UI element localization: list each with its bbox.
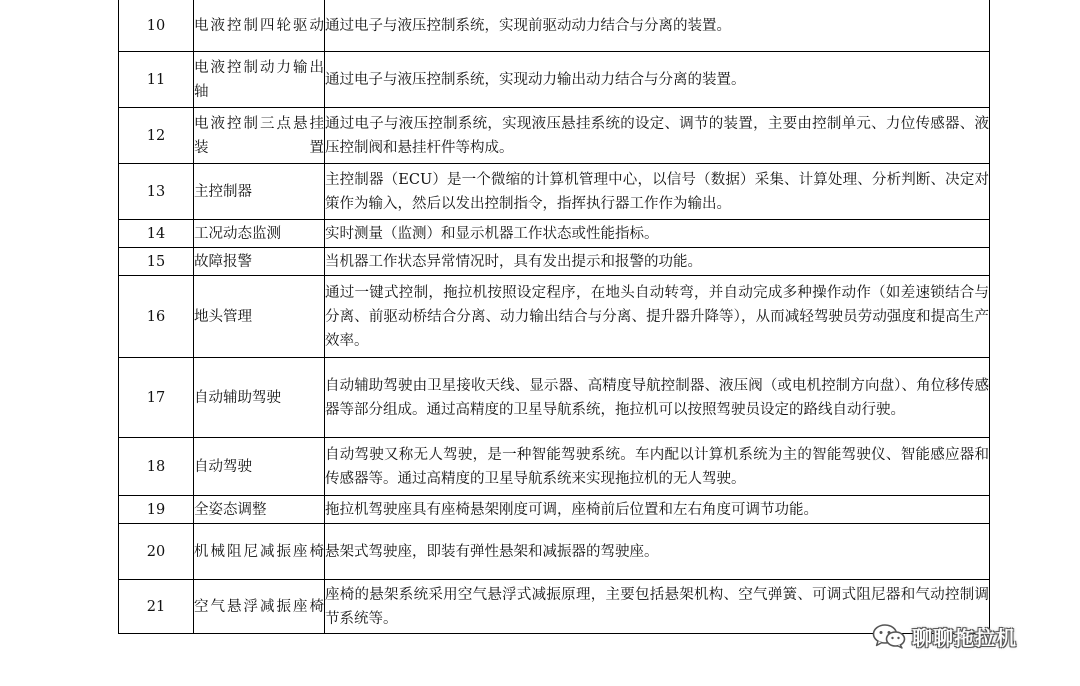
feature-description: 通过一键式控制，拖拉机按照设定程序，在地头自动转弯，并自动完成多种操作动作（如差速锁结合与分离、前驱动桥结合分离、动力输出结合与分离、提升器升降等），从而减轻驾驶员劳动强度和提高生产效率。 xyxy=(325,276,990,358)
feature-name: 地头管理 xyxy=(194,276,325,358)
table-row xyxy=(119,108,990,164)
table-row xyxy=(119,248,990,276)
feature-name: 自动辅助驾驶 xyxy=(194,358,325,438)
feature-description: 自动辅助驾驶由卫星接收天线、显示器、高精度导航控制器、液压阀（或电机控制方向盘）、角位移传感器等部分组成。通过高精度的卫星导航系统，拖拉机可以按照驾驶员设定的路线自动行驶。 xyxy=(325,358,990,438)
feature-name: 工况动态监测 xyxy=(194,220,325,248)
table-row xyxy=(119,496,990,524)
watermark xyxy=(872,621,1017,651)
feature-name: 全姿态调整 xyxy=(194,496,325,524)
row-number: 11 xyxy=(119,52,194,108)
feature-description: 通过电子与液压控制系统，实现前驱动动力结合与分离的装置。 xyxy=(325,0,990,52)
spec-table xyxy=(118,0,990,634)
feature-description: 主控制器（ECU）是一个微缩的计算机管理中心，以信号（数据）采集、计算处理、分析判断、决定对策作为输入，然后以发出控制指令，指挥执行器工作作为输出。 xyxy=(325,164,990,220)
table-row xyxy=(119,438,990,496)
row-number: 20 xyxy=(119,524,194,580)
feature-description: 悬架式驾驶座，即装有弹性悬架和减振器的驾驶座。 xyxy=(325,524,990,580)
row-number: 14 xyxy=(119,220,194,248)
feature-name: 电液控制动力输出轴 xyxy=(194,52,325,108)
table-row xyxy=(119,580,990,634)
table-row xyxy=(119,276,990,358)
watermark-text: 聊聊拖拉机 xyxy=(912,625,1017,650)
table-row xyxy=(119,0,990,52)
feature-name: 故障报警 xyxy=(194,248,325,276)
table-row xyxy=(119,164,990,220)
row-number: 10 xyxy=(119,0,194,52)
wechat-icon xyxy=(872,623,906,649)
feature-name: 主控制器 xyxy=(194,164,325,220)
table-row xyxy=(119,358,990,438)
row-number: 21 xyxy=(119,580,194,634)
feature-name: 电液控制三点悬挂装置 xyxy=(194,108,325,164)
feature-description: 通过电子与液压控制系统，实现动力输出动力结合与分离的装置。 xyxy=(325,52,990,108)
feature-description: 当机器工作状态异常情况时，具有发出提示和报警的功能。 xyxy=(325,248,990,276)
feature-name: 自动驾驶 xyxy=(194,438,325,496)
row-number: 13 xyxy=(119,164,194,220)
feature-name: 机械阻尼减振座椅 xyxy=(194,524,325,580)
row-number: 19 xyxy=(119,496,194,524)
feature-name: 空气悬浮减振座椅 xyxy=(194,580,325,634)
row-number: 18 xyxy=(119,438,194,496)
feature-name: 电液控制四轮驱动 xyxy=(194,0,325,52)
feature-description: 通过电子与液压控制系统，实现液压悬挂系统的设定、调节的装置，主要由控制单元、力位传感器、液压控制阀和悬挂杆件等构成。 xyxy=(325,108,990,164)
row-number: 15 xyxy=(119,248,194,276)
table-row xyxy=(119,52,990,108)
row-number: 16 xyxy=(119,276,194,358)
feature-description: 实时测量（监测）和显示机器工作状态或性能指标。 xyxy=(325,220,990,248)
table-row xyxy=(119,524,990,580)
row-number: 17 xyxy=(119,358,194,438)
table-row xyxy=(119,220,990,248)
row-number: 12 xyxy=(119,108,194,164)
feature-description: 自动驾驶又称无人驾驶，是一种智能驾驶系统。车内配以计算机系统为主的智能驾驶仪、智能感应器和传感器等。通过高精度的卫星导航系统来实现拖拉机的无人驾驶。 xyxy=(325,438,990,496)
feature-description: 拖拉机驾驶座具有座椅悬架刚度可调，座椅前后位置和左右角度可调节功能。 xyxy=(325,496,990,524)
feature-description: 座椅的悬架系统采用空气悬浮式减振原理，主要包括悬架机构、空气弹簧、可调式阻尼器和气动控制调节系统等。 xyxy=(325,580,990,634)
